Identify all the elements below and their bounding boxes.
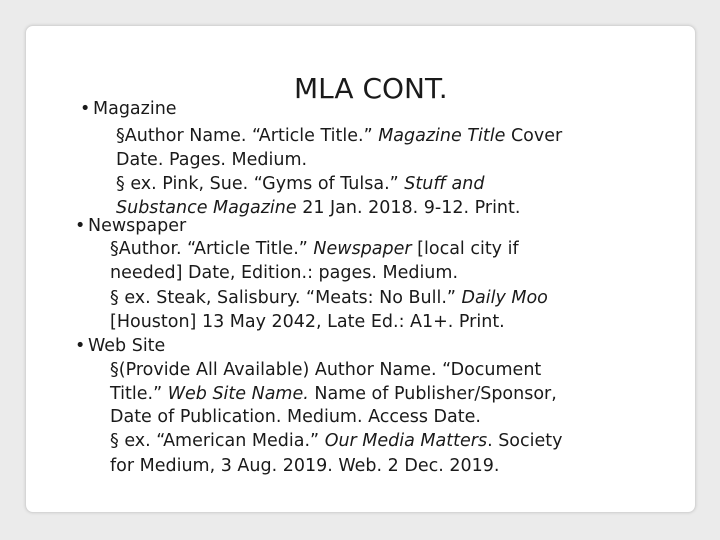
newspaper-format-line1 — [110, 237, 519, 261]
magazine-example-italic-2: Substance Magazine — [116, 198, 297, 218]
magazine-format-italic: Magazine Title — [378, 126, 506, 146]
newspaper-example-italic: Daily Moo — [461, 288, 548, 308]
magazine-example-text-2: 21 Jan. 2018. 9-12. Print. — [296, 198, 521, 218]
website-example-line1 — [110, 429, 562, 453]
magazine-example-italic: Stuff and — [404, 174, 485, 194]
bullet-marker: • — [80, 99, 91, 119]
newspaper-format-text: Author. “Article Title.” — [118, 239, 314, 259]
website-format-italic: Web Site Name. — [167, 384, 309, 404]
magazine-format-text: Author Name. “Article Title.” — [124, 126, 379, 146]
newspaper-example-line1 — [110, 286, 548, 310]
sub-marker: § — [116, 126, 125, 146]
sub-marker: § — [110, 288, 119, 308]
website-format-text-2: Title.” — [110, 384, 168, 404]
sub-marker: § — [110, 360, 119, 380]
sub-marker: § — [110, 431, 119, 451]
newspaper-example-text: ex. Steak, Salisbury. “Meats: No Bull.” — [124, 288, 462, 308]
bullet-marker: • — [75, 216, 86, 236]
website-example-line2: for Medium, 3 Aug. 2019. Web. 2 Dec. 2019. — [110, 456, 500, 476]
sub-marker: § — [110, 239, 119, 259]
website-format-line2 — [110, 382, 557, 406]
newspaper-format-line2: needed] Date, Edition.: pages. Medium. — [110, 263, 459, 283]
sub-marker: § — [116, 174, 125, 194]
heading-newspaper: Newspaper — [88, 216, 187, 236]
magazine-example-line1 — [116, 172, 484, 196]
newspaper-format-text-end: [local city if — [411, 239, 519, 259]
newspaper-format-italic: Newspaper — [313, 239, 412, 259]
newspaper-example-line2: [Houston] 13 May 2042, Late Ed.: A1+. Print. — [110, 312, 505, 332]
magazine-format-line2: Date. Pages. Medium. — [116, 150, 308, 170]
magazine-example-text: ex. Pink, Sue. “Gyms of Tulsa.” — [130, 174, 405, 194]
heading-magazine: Magazine — [93, 99, 177, 119]
website-format-text: (Provide All Available) Author Name. “Document — [118, 360, 542, 380]
bullet-marker: • — [75, 336, 86, 356]
heading-website: Web Site — [88, 336, 166, 356]
magazine-format-text-end: Cover — [505, 126, 563, 146]
website-format-line3: Date of Publication. Medium. Access Date. — [110, 407, 481, 427]
website-format-line1 — [110, 358, 541, 382]
website-example-italic: Our Media Matters — [324, 431, 488, 451]
slide-title: MLA CONT. — [294, 72, 448, 105]
bullet-newspaper — [75, 214, 186, 238]
website-example-text: ex. “American Media.” — [124, 431, 325, 451]
website-format-text-2-end: Name of Publisher/Sponsor, — [308, 384, 557, 404]
bullet-website — [75, 334, 165, 358]
bullet-magazine — [80, 97, 177, 121]
website-example-text-end: . Society — [487, 431, 563, 451]
magazine-format-line1 — [116, 124, 562, 148]
